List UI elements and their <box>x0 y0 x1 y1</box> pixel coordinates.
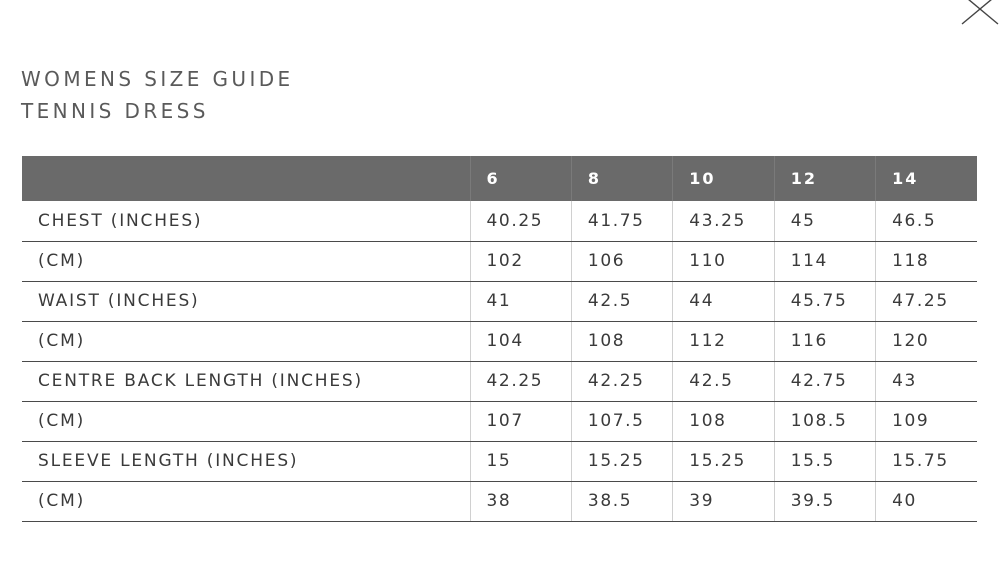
row-label: SLEEVE LENGTH (INCHES) <box>22 441 470 481</box>
cell-value: 47.25 <box>876 281 977 321</box>
page-title: WOMENS SIZE GUIDE <box>21 67 294 91</box>
cell-value: 15.25 <box>673 441 774 481</box>
cell-value: 107.5 <box>571 401 672 441</box>
title-block <box>21 63 294 127</box>
cell-value: 39 <box>673 481 774 521</box>
row-label: (CM) <box>22 401 470 441</box>
cell-value: 104 <box>470 321 571 361</box>
cell-value: 39.5 <box>774 481 875 521</box>
table-row <box>22 321 977 361</box>
table-header-row <box>22 156 977 201</box>
cell-value: 38 <box>470 481 571 521</box>
row-label: (CM) <box>22 241 470 281</box>
cell-value: 102 <box>470 241 571 281</box>
table-row <box>22 441 977 481</box>
cell-value: 15.5 <box>774 441 875 481</box>
cell-value: 116 <box>774 321 875 361</box>
cell-value: 15.25 <box>571 441 672 481</box>
header-size-10: 10 <box>673 156 774 201</box>
close-icon[interactable] <box>960 0 1000 26</box>
cell-value: 45 <box>774 201 875 241</box>
cell-value: 108 <box>673 401 774 441</box>
header-size-8: 8 <box>571 156 672 201</box>
table-row <box>22 241 977 281</box>
table-row <box>22 361 977 401</box>
cell-value: 15 <box>470 441 571 481</box>
close-button[interactable] <box>960 0 1000 26</box>
cell-value: 114 <box>774 241 875 281</box>
cell-value: 42.5 <box>571 281 672 321</box>
cell-value: 41.75 <box>571 201 672 241</box>
cell-value: 40.25 <box>470 201 571 241</box>
cell-value: 43.25 <box>673 201 774 241</box>
row-label: (CM) <box>22 481 470 521</box>
header-size-12: 12 <box>774 156 875 201</box>
table-row <box>22 481 977 521</box>
cell-value: 110 <box>673 241 774 281</box>
table-row <box>22 401 977 441</box>
row-label: (CM) <box>22 321 470 361</box>
cell-value: 120 <box>876 321 977 361</box>
cell-value: 42.25 <box>571 361 672 401</box>
cell-value: 46.5 <box>876 201 977 241</box>
header-size-6: 6 <box>470 156 571 201</box>
cell-value: 107 <box>470 401 571 441</box>
table-row <box>22 201 977 241</box>
cell-value: 106 <box>571 241 672 281</box>
cell-value: 40 <box>876 481 977 521</box>
cell-value: 41 <box>470 281 571 321</box>
row-label: CENTRE BACK LENGTH (INCHES) <box>22 361 470 401</box>
cell-value: 43 <box>876 361 977 401</box>
cell-value: 109 <box>876 401 977 441</box>
cell-value: 112 <box>673 321 774 361</box>
row-label: WAIST (INCHES) <box>22 281 470 321</box>
header-size-14: 14 <box>876 156 977 201</box>
size-table <box>22 156 977 522</box>
header-label-cell <box>22 156 470 201</box>
cell-value: 38.5 <box>571 481 672 521</box>
cell-value: 108 <box>571 321 672 361</box>
cell-value: 42.25 <box>470 361 571 401</box>
cell-value: 45.75 <box>774 281 875 321</box>
table-row <box>22 281 977 321</box>
cell-value: 42.75 <box>774 361 875 401</box>
cell-value: 15.75 <box>876 441 977 481</box>
cell-value: 108.5 <box>774 401 875 441</box>
row-label: CHEST (INCHES) <box>22 201 470 241</box>
cell-value: 42.5 <box>673 361 774 401</box>
cell-value: 118 <box>876 241 977 281</box>
cell-value: 44 <box>673 281 774 321</box>
page-subtitle: TENNIS DRESS <box>21 99 209 123</box>
